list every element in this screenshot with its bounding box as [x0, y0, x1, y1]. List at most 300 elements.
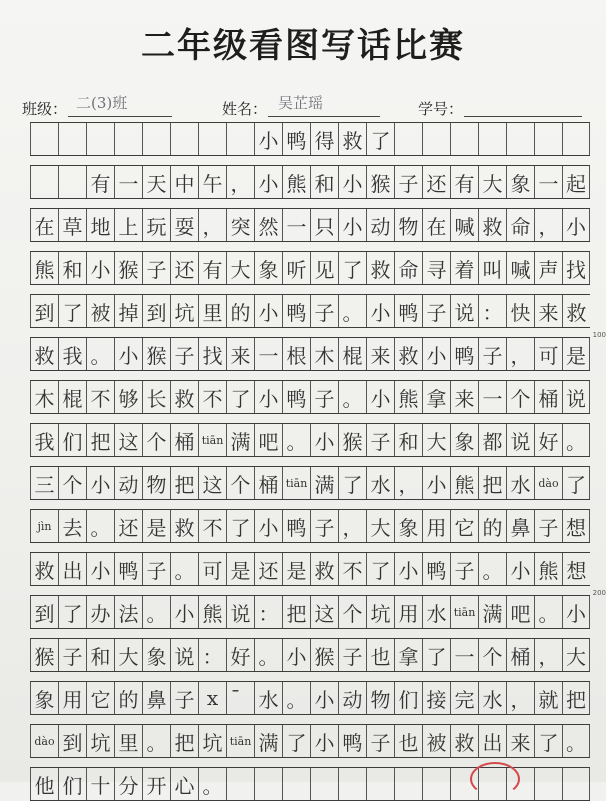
grid-cell: 小 [310, 725, 338, 757]
grid-cell: 子 [170, 338, 198, 370]
grid-cell: 象 [394, 510, 422, 542]
grid-cell: ， [198, 209, 226, 241]
grid-cell [142, 123, 170, 155]
grid-cell [422, 768, 450, 800]
grid-cell: 只 [310, 209, 338, 241]
grid-cell: 出 [478, 725, 506, 757]
grid-cell: 子 [366, 725, 394, 757]
grid-cell: 个 [142, 424, 170, 456]
grid-cell: 来 [506, 725, 534, 757]
grid-cell: 个 [478, 639, 506, 671]
grid-cell: 。 [282, 682, 310, 714]
word-count-marker: 100 [592, 331, 606, 339]
grid-cell: 吧 [506, 596, 534, 628]
grid-cell: 地 [86, 209, 114, 241]
grid-cell: 们 [394, 682, 422, 714]
grid-cell: 了 [282, 725, 310, 757]
grid-cell [198, 123, 226, 155]
essay-line-row [30, 595, 590, 629]
grid-cell: 把 [170, 467, 198, 499]
grid-cell: 都 [478, 424, 506, 456]
grid-cell: 。 [282, 424, 310, 456]
grid-cell: 了 [338, 467, 366, 499]
grid-cell: 鸭 [422, 553, 450, 585]
grid-cell: 子 [394, 166, 422, 198]
grid-cell: jìn [30, 510, 58, 542]
grid-cell: 小 [86, 467, 114, 499]
class-field-line [68, 116, 172, 117]
grid-cell: 救 [338, 123, 366, 155]
grid-cell: 子 [450, 553, 478, 585]
grid-cell: 熊 [450, 467, 478, 499]
grid-cell: 和 [86, 639, 114, 671]
grid-cell: 说 [562, 381, 590, 413]
grid-cell: 是 [226, 553, 254, 585]
grid-cell: 来 [226, 338, 254, 370]
grid-cell: 满 [310, 467, 338, 499]
grid-cell: 棍 [58, 381, 86, 413]
grid-cell: 到 [142, 295, 170, 327]
grid-cell: 小 [562, 209, 590, 241]
essay-line-row [30, 724, 590, 758]
grid-cell: 去 [58, 510, 86, 542]
grid-cell: 有 [198, 252, 226, 284]
grid-cell: 是 [282, 553, 310, 585]
grid-cell: 心 [170, 768, 198, 800]
grid-cell: 小 [254, 295, 282, 327]
grid-cell [58, 166, 86, 198]
grid-cell: 命 [394, 252, 422, 284]
grid-cell: 它 [450, 510, 478, 542]
grid-cell: tiān [282, 467, 310, 499]
grid-cell: 水 [366, 467, 394, 499]
grid-cell: 被 [422, 725, 450, 757]
grid-cell: 拿 [422, 381, 450, 413]
grid-cell: 听 [282, 252, 310, 284]
grid-cell: 耍 [170, 209, 198, 241]
grid-cell: ： [478, 295, 506, 327]
grid-cell: 办 [86, 596, 114, 628]
grid-cell: 把 [478, 467, 506, 499]
grid-cell: 叫 [478, 252, 506, 284]
grid-cell: 鸭 [338, 725, 366, 757]
grid-cell: 可 [198, 553, 226, 585]
grid-cell: 着 [450, 252, 478, 284]
grid-cell: 到 [30, 295, 58, 327]
grid-cell: ， [226, 166, 254, 198]
grid-cell: 熊 [30, 252, 58, 284]
grid-cell: 小 [506, 553, 534, 585]
essay-line-row [30, 251, 590, 285]
grid-cell: 个 [226, 467, 254, 499]
grid-cell [366, 768, 394, 800]
grid-cell: 熊 [198, 596, 226, 628]
grid-cell: 一 [254, 338, 282, 370]
grid-cell [534, 768, 562, 800]
grid-cell: ： [198, 639, 226, 671]
grid-cell: 想 [562, 553, 590, 585]
grid-cell: 。 [86, 510, 114, 542]
grid-cell: 鸭 [282, 381, 310, 413]
grid-cell [310, 768, 338, 800]
grid-cell: 熊 [534, 553, 562, 585]
grid-cell: 里 [114, 725, 142, 757]
grid-cell: 子 [310, 295, 338, 327]
grid-cell: 大 [366, 510, 394, 542]
grid-cell: 一 [534, 166, 562, 198]
grid-cell: 子 [170, 682, 198, 714]
grid-cell: 大 [478, 166, 506, 198]
grid-cell: 水 [254, 682, 282, 714]
grid-cell: 大 [226, 252, 254, 284]
grid-cell [450, 123, 478, 155]
grid-cell: 坑 [198, 725, 226, 757]
grid-cell: 。 [86, 338, 114, 370]
grid-cell: 小 [254, 166, 282, 198]
grid-cell: 不 [198, 510, 226, 542]
grid-cell: 物 [142, 467, 170, 499]
grid-cell: 水 [506, 467, 534, 499]
grid-cell: 满 [254, 725, 282, 757]
grid-cell [562, 123, 590, 155]
grid-cell: 来 [366, 338, 394, 370]
grid-cell [562, 768, 590, 800]
grid-cell: 就 [534, 682, 562, 714]
grid-cell: 接 [422, 682, 450, 714]
grid-cell: 来 [450, 381, 478, 413]
grid-cell: 用 [422, 510, 450, 542]
grid-cell: 命 [506, 209, 534, 241]
grid-cell: 小 [310, 682, 338, 714]
grid-cell: 坑 [366, 596, 394, 628]
grid-cell: 可 [534, 338, 562, 370]
grid-cell: 然 [254, 209, 282, 241]
grid-cell: 满 [478, 596, 506, 628]
grid-cell: 鼻 [142, 682, 170, 714]
grid-cell: 说 [506, 424, 534, 456]
grid-cell: 找 [562, 252, 590, 284]
grid-cell: 和 [58, 252, 86, 284]
grid-cell: 到 [58, 725, 86, 757]
grid-cell: 子 [422, 295, 450, 327]
grid-cell: 熊 [282, 166, 310, 198]
grid-cell [394, 123, 422, 155]
grid-cell: 把 [282, 596, 310, 628]
grid-cell: 的 [226, 295, 254, 327]
grid-cell: 小 [366, 295, 394, 327]
essay-line-row [30, 208, 590, 242]
grid-cell: 把 [86, 424, 114, 456]
grid-cell: 还 [422, 166, 450, 198]
grid-cell [58, 123, 86, 155]
grid-cell: ， [338, 510, 366, 542]
grid-cell: 象 [142, 639, 170, 671]
grid-cell: dào [30, 725, 58, 757]
grid-cell: 桶 [506, 639, 534, 671]
grid-cell: 了 [58, 295, 86, 327]
grid-cell: 象 [30, 682, 58, 714]
grid-cell: 这 [114, 424, 142, 456]
grid-cell: dào [534, 467, 562, 499]
essay-line-row [30, 681, 590, 715]
grid-cell: 小 [422, 338, 450, 370]
grid-cell: 满 [226, 424, 254, 456]
grid-cell: 到 [30, 596, 58, 628]
grid-cell: 猴 [114, 252, 142, 284]
grid-cell [506, 123, 534, 155]
grid-cell: 小 [254, 381, 282, 413]
grid-cell: 救 [30, 338, 58, 370]
grid-cell: 小 [562, 596, 590, 628]
essay-line-row [30, 466, 590, 500]
grid-cell: 也 [366, 639, 394, 671]
grid-cell: 个 [506, 381, 534, 413]
grid-cell: 救 [310, 553, 338, 585]
grid-cell: 还 [114, 510, 142, 542]
grid-cell: 大 [562, 639, 590, 671]
grid-cell: 个 [58, 467, 86, 499]
grid-cell: 得 [310, 123, 338, 155]
grid-cell: 小 [86, 553, 114, 585]
grid-cell: 根 [282, 338, 310, 370]
grid-cell: 掉 [114, 295, 142, 327]
grid-cell: 小 [366, 381, 394, 413]
name-label: 姓名： [222, 100, 268, 118]
grid-cell: 木 [30, 381, 58, 413]
grid-cell: 水 [478, 682, 506, 714]
grid-cell: 我 [30, 424, 58, 456]
grid-cell [114, 123, 142, 155]
grid-cell: 子 [338, 639, 366, 671]
grid-cell: 想 [562, 510, 590, 542]
grid-cell: 猴 [30, 639, 58, 671]
grid-cell: 救 [366, 252, 394, 284]
grid-cell: 鸭 [282, 510, 310, 542]
grid-cell: 开 [142, 768, 170, 800]
grid-cell: 象 [450, 424, 478, 456]
grid-cell: 的 [114, 682, 142, 714]
grid-cell: 象 [254, 252, 282, 284]
grid-cell: 在 [30, 209, 58, 241]
grid-cell: 们 [58, 424, 86, 456]
grid-cell: 物 [394, 209, 422, 241]
grid-cell: ， [506, 338, 534, 370]
grid-cell [534, 123, 562, 155]
name-value: 吴芷瑶 [278, 94, 324, 112]
grid-cell: 和 [310, 166, 338, 198]
grid-cell: 了 [338, 252, 366, 284]
grid-cell: 三 [30, 467, 58, 499]
essay-line-row [30, 165, 590, 199]
grid-cell: ， [534, 639, 562, 671]
grid-cell: 喊 [450, 209, 478, 241]
grid-cell: 棍 [338, 338, 366, 370]
grid-cell: 子 [310, 510, 338, 542]
grid-cell: 好 [226, 639, 254, 671]
grid-cell [282, 768, 310, 800]
grid-cell: 说 [170, 639, 198, 671]
grid-cell: 救 [30, 553, 58, 585]
grid-cell: ， [394, 467, 422, 499]
grid-cell: 我 [58, 338, 86, 370]
essay-title-row [30, 122, 590, 156]
grid-cell: 草 [58, 209, 86, 241]
grid-cell: 小 [114, 338, 142, 370]
grid-cell: 有 [450, 166, 478, 198]
grid-cell: 。 [338, 381, 366, 413]
grid-cell: 鼻 [506, 510, 534, 542]
grid-cell: 上 [114, 209, 142, 241]
grid-cell: 一 [114, 166, 142, 198]
grid-cell: 玩 [142, 209, 170, 241]
grid-cell [30, 123, 58, 155]
grid-cell: 。 [142, 725, 170, 757]
grid-cell: 不 [198, 381, 226, 413]
grid-cell: 是 [562, 338, 590, 370]
grid-cell: 他 [30, 768, 58, 800]
grid-cell: 一 [282, 209, 310, 241]
grid-cell: 好 [534, 424, 562, 456]
grid-cell: 它 [86, 682, 114, 714]
grid-cell: 小 [86, 252, 114, 284]
grid-cell: 一 [478, 381, 506, 413]
grid-cell: 了 [226, 510, 254, 542]
grid-cell: 快 [506, 295, 534, 327]
writing-grid [30, 122, 606, 798]
grid-cell: 鸭 [114, 553, 142, 585]
grid-cell: 熊 [394, 381, 422, 413]
grid-cell: 。 [254, 639, 282, 671]
grid-cell: 子 [58, 639, 86, 671]
grid-cell: 木 [310, 338, 338, 370]
grid-cell: 子 [142, 252, 170, 284]
grid-cell [170, 123, 198, 155]
grid-cell [226, 682, 254, 714]
grid-cell: 的 [478, 510, 506, 542]
teacher-red-mark [470, 762, 520, 796]
grid-cell: 。 [562, 725, 590, 757]
grid-cell: 用 [394, 596, 422, 628]
essay-line-row [30, 380, 590, 414]
grid-cell: 这 [310, 596, 338, 628]
grid-cell: 长 [142, 381, 170, 413]
grid-cell: 小 [310, 424, 338, 456]
grid-cell: 是 [142, 510, 170, 542]
grid-cell: 小 [394, 553, 422, 585]
grid-cell: 十 [86, 768, 114, 800]
grid-cell [338, 768, 366, 800]
grid-cell [422, 123, 450, 155]
grid-cell: 吧 [254, 424, 282, 456]
grid-cell: 鸭 [282, 123, 310, 155]
grid-cell: 声 [534, 252, 562, 284]
grid-cell: 了 [58, 596, 86, 628]
essay-line-row [30, 552, 606, 597]
grid-cell: 了 [226, 381, 254, 413]
grid-cell: 们 [58, 768, 86, 800]
grid-cell: 猴 [142, 338, 170, 370]
grid-cell: 了 [562, 467, 590, 499]
grid-cell: 还 [170, 252, 198, 284]
grid-cell: tiān [450, 596, 478, 628]
grid-cell [30, 166, 58, 198]
grid-cell: 小 [338, 209, 366, 241]
grid-cell: 够 [114, 381, 142, 413]
grid-cell: 。 [170, 553, 198, 585]
grid-cell: 象 [506, 166, 534, 198]
grid-cell: ， [506, 682, 534, 714]
grid-cell: 不 [338, 553, 366, 585]
class-label: 班级： [22, 100, 68, 118]
grid-cell: 救 [170, 510, 198, 542]
grid-cell: 动 [114, 467, 142, 499]
grid-cell: 出 [58, 553, 86, 585]
grid-cell: 小 [282, 639, 310, 671]
grid-cell: 小 [338, 166, 366, 198]
grid-cell: 不 [86, 381, 114, 413]
grid-cell: 拿 [394, 639, 422, 671]
grid-cell: 被 [86, 295, 114, 327]
essay-line-row [30, 423, 590, 457]
grid-cell: 。 [478, 553, 506, 585]
grid-cell: 小 [254, 510, 282, 542]
grid-cell: 水 [422, 596, 450, 628]
grid-cell: 寻 [422, 252, 450, 284]
grid-cell: 救 [170, 381, 198, 413]
grid-cell: 在 [422, 209, 450, 241]
grid-cell: 猴 [338, 424, 366, 456]
grid-cell: 说 [226, 596, 254, 628]
grid-cell: 子 [478, 338, 506, 370]
grid-cell: 里 [198, 295, 226, 327]
grid-cell: 见 [310, 252, 338, 284]
essay-line-row [30, 638, 590, 672]
grid-cell: tiān [226, 725, 254, 757]
grid-cell: 这 [198, 467, 226, 499]
grid-cell: 也 [394, 725, 422, 757]
grid-cell: 中 [170, 166, 198, 198]
grid-cell: 午 [198, 166, 226, 198]
grid-cell [478, 123, 506, 155]
grid-cell: 用 [58, 682, 86, 714]
grid-cell: 子 [366, 424, 394, 456]
grid-cell: 小 [422, 467, 450, 499]
grid-cell: 喊 [506, 252, 534, 284]
grid-cell: 有 [86, 166, 114, 198]
essay-line-row [30, 294, 606, 339]
grid-cell: 桶 [254, 467, 282, 499]
grid-cell: 。 [338, 295, 366, 327]
grid-cell: 把 [170, 725, 198, 757]
grid-cell: 天 [142, 166, 170, 198]
grid-cell: 坑 [86, 725, 114, 757]
grid-cell [394, 768, 422, 800]
grid-cell: 子 [142, 553, 170, 585]
grid-cell: 坑 [170, 295, 198, 327]
grid-cell: 大 [114, 639, 142, 671]
grid-cell: 了 [366, 123, 394, 155]
grid-cell: 子 [310, 381, 338, 413]
grid-cell: 动 [338, 682, 366, 714]
grid-cell: 。 [562, 424, 590, 456]
grid-cell: 鸭 [282, 295, 310, 327]
grid-cell: 救 [562, 295, 590, 327]
essay-line-row [30, 337, 590, 371]
grid-cell: 了 [422, 639, 450, 671]
class-value: 二(3)班 [76, 94, 128, 112]
grid-cell: 桶 [534, 381, 562, 413]
grid-cell [226, 768, 254, 800]
